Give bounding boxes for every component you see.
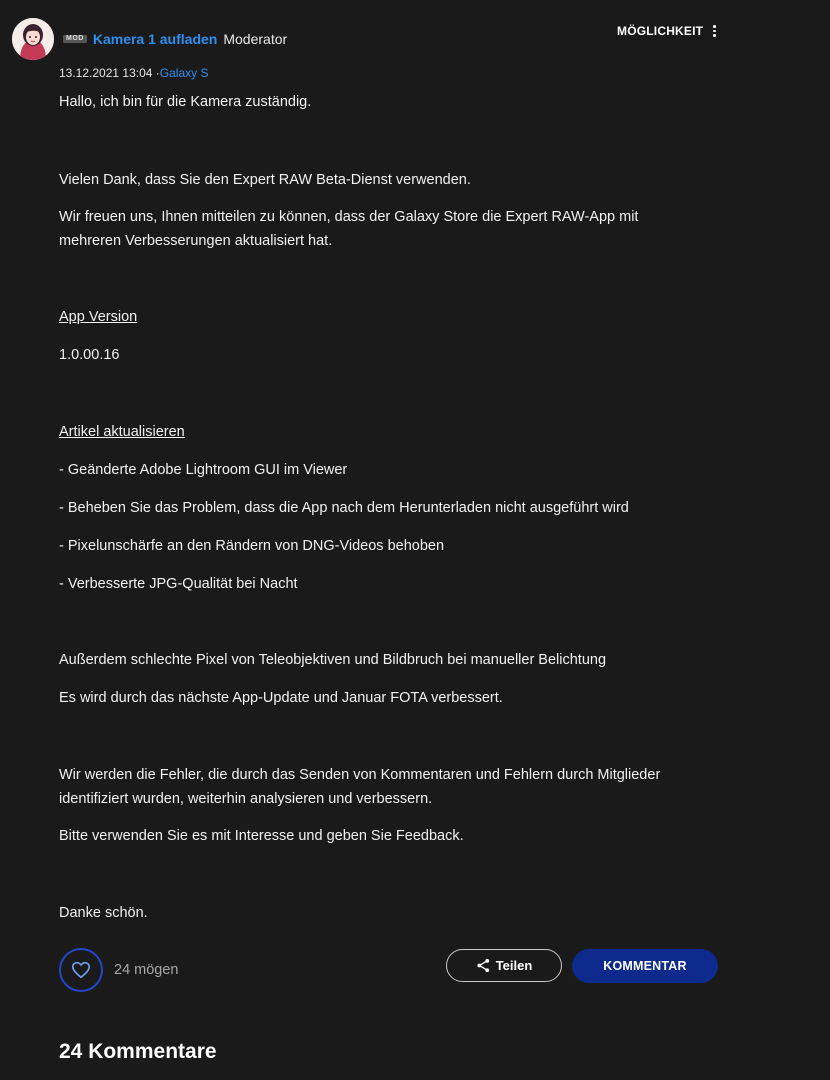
section-heading: Artikel aktualisieren xyxy=(59,424,185,440)
post-paragraph: Vielen Dank, dass Sie den Expert RAW Beta-Dienst verwenden. xyxy=(59,172,471,188)
options-label: MÖGLICHKEIT xyxy=(617,24,704,38)
board-link[interactable]: Galaxy S xyxy=(159,66,209,80)
list-item: - Beheben Sie das Problem, dass die App nach dem Herunterladen nicht ausgeführt wird xyxy=(59,500,629,516)
meta-separator: · xyxy=(155,66,160,80)
post-paragraph: Bitte verwenden Sie es mit Interesse und geben Sie Feedback. xyxy=(59,828,464,844)
post-paragraph: Außerdem schlechte Pixel von Teleobjektiven und Bildbruch bei manueller Belichtung xyxy=(59,652,607,668)
list-item: - Geänderte Adobe Lightroom GUI im Viewer xyxy=(59,462,348,478)
post-paragraph: Danke schön. xyxy=(59,905,148,921)
like-count: 24 mögen xyxy=(114,962,179,978)
like-button[interactable] xyxy=(59,948,103,992)
post-paragraph: 1.0.00.16 xyxy=(59,347,120,363)
section-heading: App Version xyxy=(59,309,138,325)
avatar-image xyxy=(12,18,54,60)
post-paragraph: Wir werden die Fehler, die durch das Senden von Kommentaren und Fehlern durch Mitglieder identifiziert wurden, weiterhin analysieren und verbessern. xyxy=(59,767,661,807)
share-icon xyxy=(476,958,491,973)
comments-heading: 24 Kommentare xyxy=(59,1040,217,1063)
post-paragraph: Wir freuen uns, Ihnen mitteilen zu können, dass der Galaxy Store die Expert RAW-App mit mehreren Verbesserungen aktualisiert hat. xyxy=(59,209,639,249)
comment-button[interactable] xyxy=(572,949,718,983)
list-item: - Pixelunschärfe an den Rändern von DNG-Videos behoben xyxy=(59,538,445,554)
heart-icon xyxy=(71,961,91,979)
author-name[interactable]: Kamera 1 aufladen xyxy=(92,31,218,47)
kebab-menu-icon xyxy=(713,25,716,37)
list-item: - Verbesserte JPG-Qualität bei Nacht xyxy=(59,576,298,592)
avatar[interactable] xyxy=(12,18,54,60)
post-header xyxy=(63,31,287,47)
post-date: 13.12.2021 13:04 xyxy=(59,66,153,80)
post-paragraph: Hallo, ich bin für die Kamera zuständig. xyxy=(59,94,312,110)
options-menu-button[interactable] xyxy=(617,24,716,38)
author-role: Moderator xyxy=(223,31,288,47)
share-button[interactable] xyxy=(446,949,562,982)
comment-label: KOMMENTAR xyxy=(603,959,687,973)
post-meta xyxy=(59,66,208,80)
post-paragraph: Es wird durch das nächste App-Update und Januar FOTA verbessert. xyxy=(59,690,503,706)
share-label: Teilen xyxy=(495,958,533,973)
moderator-badge: MOD xyxy=(63,35,87,43)
